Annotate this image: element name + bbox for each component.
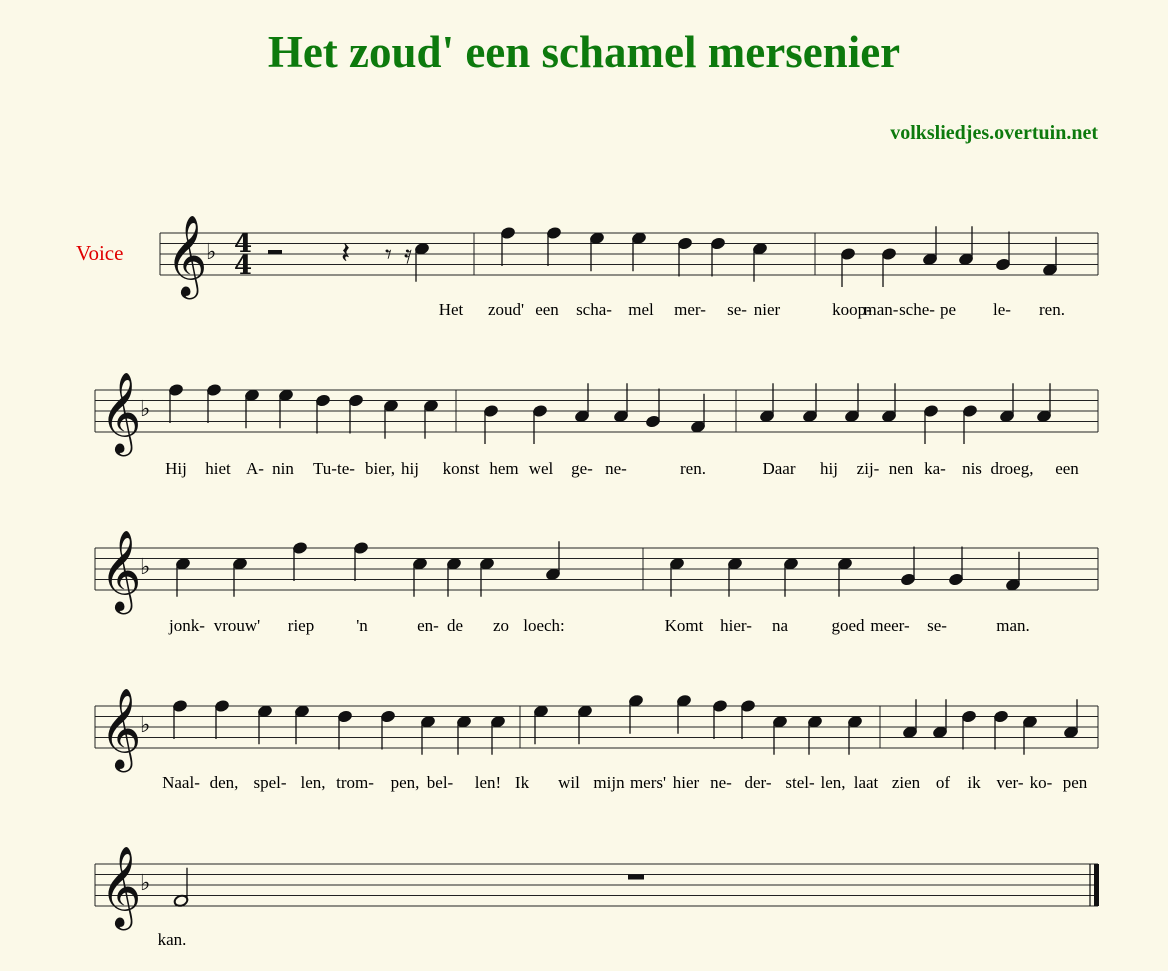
lyric-syllable: len, bbox=[300, 773, 326, 792]
lyric-syllable: zien bbox=[891, 773, 921, 792]
staff-system bbox=[95, 687, 1098, 772]
lyric-syllable: spel- bbox=[253, 773, 287, 792]
lyric-syllable: pen bbox=[1062, 773, 1088, 792]
lyric-syllable: mel bbox=[628, 300, 654, 319]
lyric-syllable: en- bbox=[417, 616, 439, 635]
lyric-syllable: ka- bbox=[924, 459, 946, 478]
lyric-syllable: Daar bbox=[762, 459, 796, 478]
flat-icon: ♭ bbox=[140, 871, 151, 896]
sixteenth-rest-icon: 𝄿 bbox=[404, 240, 412, 270]
lyric-syllable: Ik bbox=[514, 773, 530, 792]
treble-clef-icon: 𝄞 bbox=[100, 529, 142, 611]
treble-clef-icon: 𝄞 bbox=[100, 371, 142, 453]
lyric-syllable: mer- bbox=[674, 300, 706, 319]
lyric-syllable: nier bbox=[753, 300, 781, 319]
lyric-syllable: na bbox=[771, 616, 789, 635]
lyric-syllable: ne- bbox=[605, 459, 627, 478]
song-title: Het zoud' een schamel mersenier bbox=[267, 27, 901, 77]
quarter-rest-icon: 𝄽 bbox=[341, 236, 351, 271]
lyric-syllable: ge- bbox=[571, 459, 593, 478]
lyric-syllable: hier bbox=[672, 773, 700, 792]
staff-system bbox=[95, 529, 1098, 614]
time-signature-numerator: 4 bbox=[234, 229, 253, 259]
lyric-syllable: hem bbox=[489, 459, 519, 478]
lyric-syllable: konst bbox=[442, 459, 480, 478]
lyric-syllable: A- bbox=[246, 459, 264, 478]
lyric-syllable: kan. bbox=[157, 930, 187, 949]
lyric-syllable: se- bbox=[927, 616, 947, 635]
lyric-syllable: riep bbox=[287, 616, 315, 635]
lyric-syllable: mijn bbox=[593, 773, 625, 792]
lyric-syllable: le- bbox=[993, 300, 1011, 319]
lyric-syllable: koop- bbox=[832, 300, 872, 319]
lyric-syllable: bel- bbox=[426, 773, 454, 792]
treble-clef-icon: 𝄞 bbox=[166, 214, 208, 296]
lyric-syllable: der- bbox=[744, 773, 772, 792]
lyric-syllable: len! bbox=[474, 773, 502, 792]
lyric-syllable: Hij bbox=[165, 459, 187, 478]
lyric-syllable: mers' bbox=[629, 773, 667, 792]
staff-system bbox=[160, 214, 1098, 299]
lyric-syllable: wel bbox=[528, 459, 554, 478]
lyric-syllable: ren. bbox=[680, 459, 706, 478]
lyric-syllable: droeg, bbox=[990, 459, 1034, 478]
lyric-syllable: ne- bbox=[710, 773, 732, 792]
lyric-syllable: wil bbox=[558, 773, 580, 792]
final-barline bbox=[1094, 864, 1099, 906]
lyric-syllable: Komt bbox=[664, 616, 704, 635]
lyric-syllable: hiet bbox=[205, 459, 231, 478]
lyric-syllable: 'n bbox=[356, 616, 368, 635]
lyric-syllable: de bbox=[446, 616, 464, 635]
instrument-label: Voice bbox=[76, 241, 124, 265]
lyric-syllable: loech: bbox=[523, 616, 565, 635]
eighth-rest-icon: 𝄾 bbox=[385, 240, 392, 270]
treble-clef-icon: 𝄞 bbox=[100, 845, 142, 927]
lyric-syllable: Naal- bbox=[162, 773, 200, 792]
lyric-syllable: zoud' bbox=[487, 300, 525, 319]
flat-icon: ♭ bbox=[206, 240, 217, 265]
lyric-syllable: ko- bbox=[1029, 773, 1053, 792]
lyric-syllable: bier, bbox=[365, 459, 395, 478]
flat-icon: ♭ bbox=[140, 397, 151, 422]
lyric-syllable: se- bbox=[727, 300, 747, 319]
lyric-syllable: man- bbox=[863, 300, 899, 319]
lyric-syllable: hij bbox=[820, 459, 838, 478]
lyric-syllable: een bbox=[1055, 459, 1079, 478]
lyric-syllable: len, bbox=[820, 773, 846, 792]
lyric-syllable: scha- bbox=[576, 300, 612, 319]
lyric-syllable: zij- bbox=[856, 459, 880, 478]
lyric-syllable: ren. bbox=[1039, 300, 1065, 319]
lyric-syllable: nin bbox=[272, 459, 294, 478]
lyric-syllable: ver- bbox=[996, 773, 1024, 792]
source-site: volksliedjes.overtuin.net bbox=[890, 122, 1098, 144]
lyric-syllable: nis bbox=[962, 459, 982, 478]
flat-icon: ♭ bbox=[140, 713, 151, 738]
lyric-syllable: ik bbox=[967, 773, 981, 792]
lyric-syllable: Het bbox=[438, 300, 464, 319]
lyric-syllable: een bbox=[535, 300, 559, 319]
flat-icon: ♭ bbox=[140, 555, 151, 580]
lyric-syllable: hier- bbox=[720, 616, 752, 635]
lyric-syllable: hij bbox=[401, 459, 419, 478]
lyric-syllable: man. bbox=[996, 616, 1030, 635]
lyric-syllable: trom- bbox=[336, 773, 374, 792]
half-rest-icon bbox=[268, 250, 282, 254]
treble-clef-icon: 𝄞 bbox=[100, 687, 142, 769]
lyric-syllable: zo bbox=[492, 616, 510, 635]
whole-rest-icon bbox=[628, 875, 644, 880]
lyric-syllable: Tu- bbox=[313, 459, 337, 478]
staff-system bbox=[95, 845, 1099, 930]
lyric-syllable: stel- bbox=[785, 773, 815, 792]
lyric-syllable: vrouw' bbox=[213, 616, 261, 635]
lyric-syllable: meer- bbox=[870, 616, 910, 635]
lyric-syllable: pen, bbox=[390, 773, 420, 792]
lyric-syllable: den, bbox=[209, 773, 239, 792]
lyric-syllable: nen bbox=[888, 459, 914, 478]
lyric-syllable: pe bbox=[939, 300, 957, 319]
lyric-syllable: goed bbox=[831, 616, 865, 635]
lyric-syllable: jonk- bbox=[169, 616, 205, 635]
lyric-syllable: te- bbox=[337, 459, 355, 478]
lyric-syllable: sche- bbox=[899, 300, 935, 319]
lyric-syllable: laat bbox=[853, 773, 879, 792]
lyric-syllable: of bbox=[935, 773, 951, 792]
staff-system bbox=[95, 371, 1098, 456]
time-signature-denominator: 4 bbox=[234, 251, 253, 281]
